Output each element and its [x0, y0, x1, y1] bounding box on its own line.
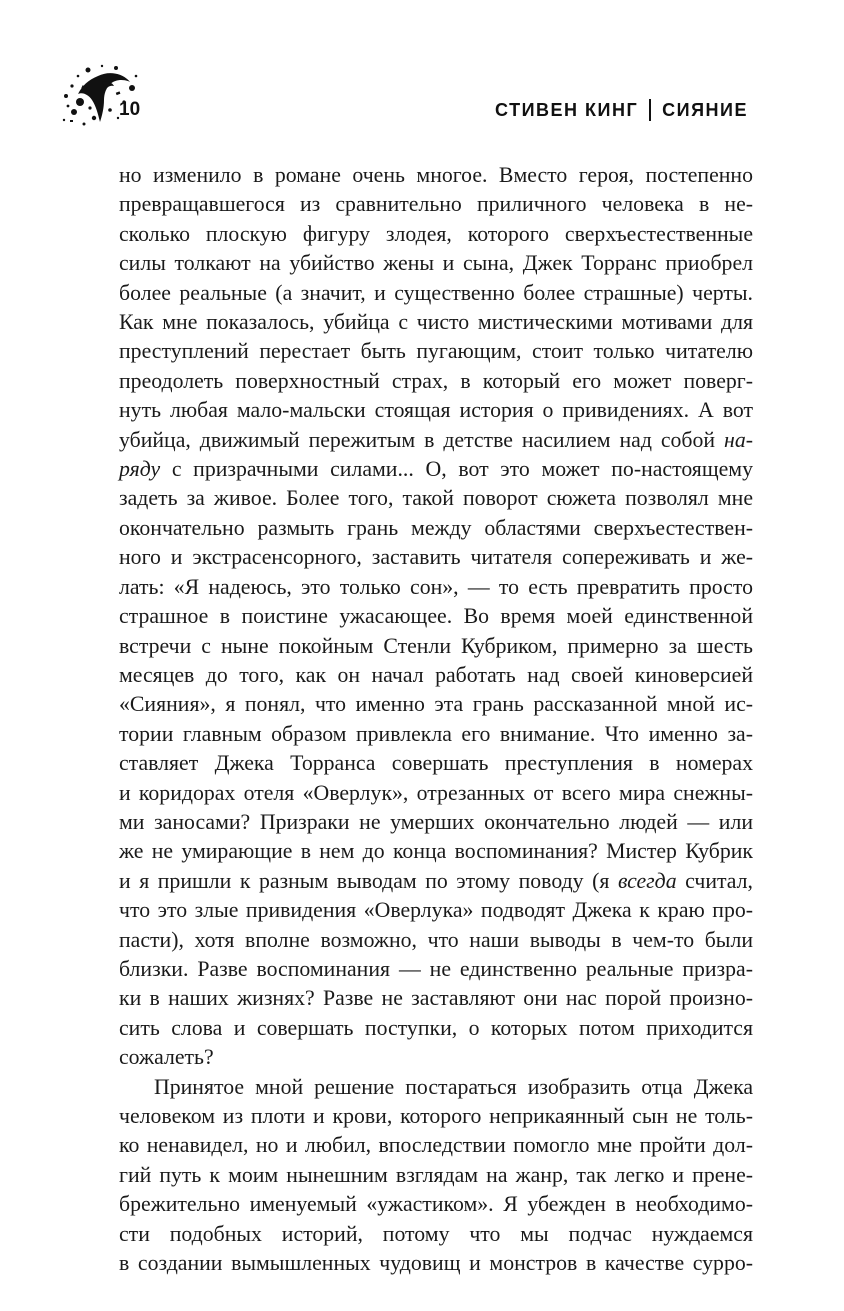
- text-run: человеком из плоти и крови, которого неприкаянный сын не толь-: [119, 1104, 753, 1128]
- text-run: ко ненавидел, но и любил, впоследствии помогло мне пройти дол-: [119, 1133, 753, 1158]
- text-line: [119, 573, 753, 602]
- text-line: [119, 955, 753, 984]
- text-line: [119, 190, 753, 219]
- text-run: с призрачными силами... О, вот это может по-настоящему: [160, 457, 753, 482]
- text-run: сожалеть?: [119, 1045, 214, 1070]
- text-run: преодолеть поверхностный страх, в который его может поверг-: [119, 368, 753, 393]
- text-run: задеть за живое. Более того, такой поворот сюжета позволял мне: [119, 486, 753, 511]
- text-run: месяцев до того, как он начал работать над своей киноверсией: [119, 662, 753, 687]
- text-line: [119, 984, 753, 1013]
- text-run: пасти), хотя вполне возможно, что наши выводы в чем-то были: [119, 927, 753, 952]
- text-line: [119, 337, 753, 366]
- text-line: [119, 896, 753, 925]
- text-line: [119, 396, 753, 425]
- text-line: [119, 426, 753, 455]
- text-run: считал,: [676, 868, 753, 893]
- text-run: ного и экстрасенсорного, заставить читателя сопереживать и же-: [119, 545, 753, 570]
- text-line: [119, 720, 753, 749]
- text-line: [119, 1073, 753, 1102]
- text-line: [119, 632, 753, 661]
- text-line: [119, 161, 753, 190]
- text-line: [119, 279, 753, 308]
- text-line: [119, 779, 753, 808]
- text-line: [119, 220, 753, 249]
- text-line: [119, 690, 753, 719]
- text-line: [119, 1249, 753, 1278]
- text-run: ми заносами? Призраки не умерших окончательно людей — или: [119, 809, 753, 834]
- text-run: сти подобных историй, потому что мы подчас нуждаемся: [119, 1221, 753, 1246]
- running-head: [495, 99, 748, 121]
- text-run: Принятое мной решение постараться изобразить отца Джека: [154, 1074, 753, 1099]
- body-text: [119, 161, 753, 1278]
- text-line: [119, 455, 753, 484]
- running-head-author: СТИВЕН КИНГ: [495, 99, 639, 120]
- text-run: страшное в поистине ужасающее. Во время моей единственной: [119, 604, 753, 629]
- text-run: же не умирающие в нем до конца воспоминания? Мистер Кубрик: [119, 839, 753, 864]
- text-run: убийца, движимый пережитым в детстве насилием над собой: [119, 427, 725, 452]
- italic-text: на-: [724, 427, 753, 452]
- text-line: [119, 837, 753, 866]
- text-run: и я пришли к разным выводам по этому поводу (я: [119, 868, 618, 893]
- text-run: но изменило в романе очень многое. Вместо героя, постепенно: [119, 163, 753, 187]
- text-line: [119, 367, 753, 396]
- text-line: [119, 661, 753, 690]
- italic-text: всегда: [617, 868, 677, 893]
- text-run: нуть любая мало-мальски стоящая история о привидениях. А вот: [119, 398, 753, 423]
- text-line: [119, 867, 753, 896]
- text-line: [119, 308, 753, 337]
- text-run: что это злые привидения «Оверлука» подводят Джека к краю про-: [119, 898, 753, 923]
- text-line: [119, 1220, 753, 1249]
- italic-text: ряду: [119, 457, 161, 482]
- text-run: силы толкают на убийство жены и сына, Джек Торранс приобрел: [119, 251, 753, 276]
- text-run: гий путь к моим нынешним взглядам на жанр, так легко и прене-: [119, 1162, 753, 1187]
- text-run: превращавшегося из сравнительно приличного человека в не-: [119, 192, 753, 217]
- text-run: брежительно именуемый «ужастиком». Я убежден в необходимо-: [119, 1192, 753, 1217]
- text-run: лать: «Я надеюсь, это только сон», — то есть превратить просто: [119, 574, 753, 599]
- text-run: преступлений перестает быть пугающим, стоит только читателю: [119, 339, 753, 364]
- text-run: Как мне показалось, убийца с чисто мистическими мотивами для: [119, 310, 753, 335]
- text-line: [119, 808, 753, 837]
- text-run: «Сияния», я понял, что именно эта грань рассказанной мной ис-: [119, 692, 753, 717]
- text-run: тории главным образом привлекла его внимание. Что именно за-: [119, 721, 753, 746]
- text-line: [119, 484, 753, 513]
- text-line: [119, 514, 753, 543]
- text-run: более реальные (а значит, и существенно более страшные) черты.: [119, 280, 753, 305]
- text-line: [119, 1102, 753, 1131]
- text-line: [119, 926, 753, 955]
- text-line: [119, 1131, 753, 1160]
- text-run: сить слова и совершать поступки, о которых потом приходится: [119, 1015, 753, 1040]
- text-run: сколько плоскую фигуру злодея, которого сверхъестественные: [119, 221, 753, 246]
- text-line: [119, 602, 753, 631]
- text-line: [119, 1043, 753, 1072]
- ink-splatter-ornament: [58, 62, 142, 132]
- text-run: в создании вымышленных чудовищ и монстров в качестве сурро-: [119, 1251, 753, 1276]
- text-run: близки. Разве воспоминания — не единственно реальные призра-: [119, 956, 753, 981]
- running-head-separator: [649, 99, 651, 121]
- page-number: 10: [119, 99, 141, 120]
- text-run: ставляет Джека Торранса совершать преступления в номерах: [119, 751, 753, 776]
- text-run: и коридорах отеля «Оверлук», отрезанных от всего мира снежны-: [119, 780, 753, 805]
- text-line: [119, 249, 753, 278]
- text-run: ки в наших жизнях? Разве не заставляют они нас порой произно-: [119, 986, 753, 1011]
- text-run: окончательно размыть грань между областями сверхъестествен-: [119, 515, 753, 540]
- text-line: [119, 1014, 753, 1043]
- text-line: [119, 543, 753, 572]
- text-line: [119, 749, 753, 778]
- text-line: [119, 1161, 753, 1190]
- text-run: встречи с ныне покойным Стенли Кубриком, примерно за шесть: [119, 633, 753, 658]
- running-head-book-title: СИЯНИЕ: [662, 99, 748, 120]
- text-line: [119, 1190, 753, 1219]
